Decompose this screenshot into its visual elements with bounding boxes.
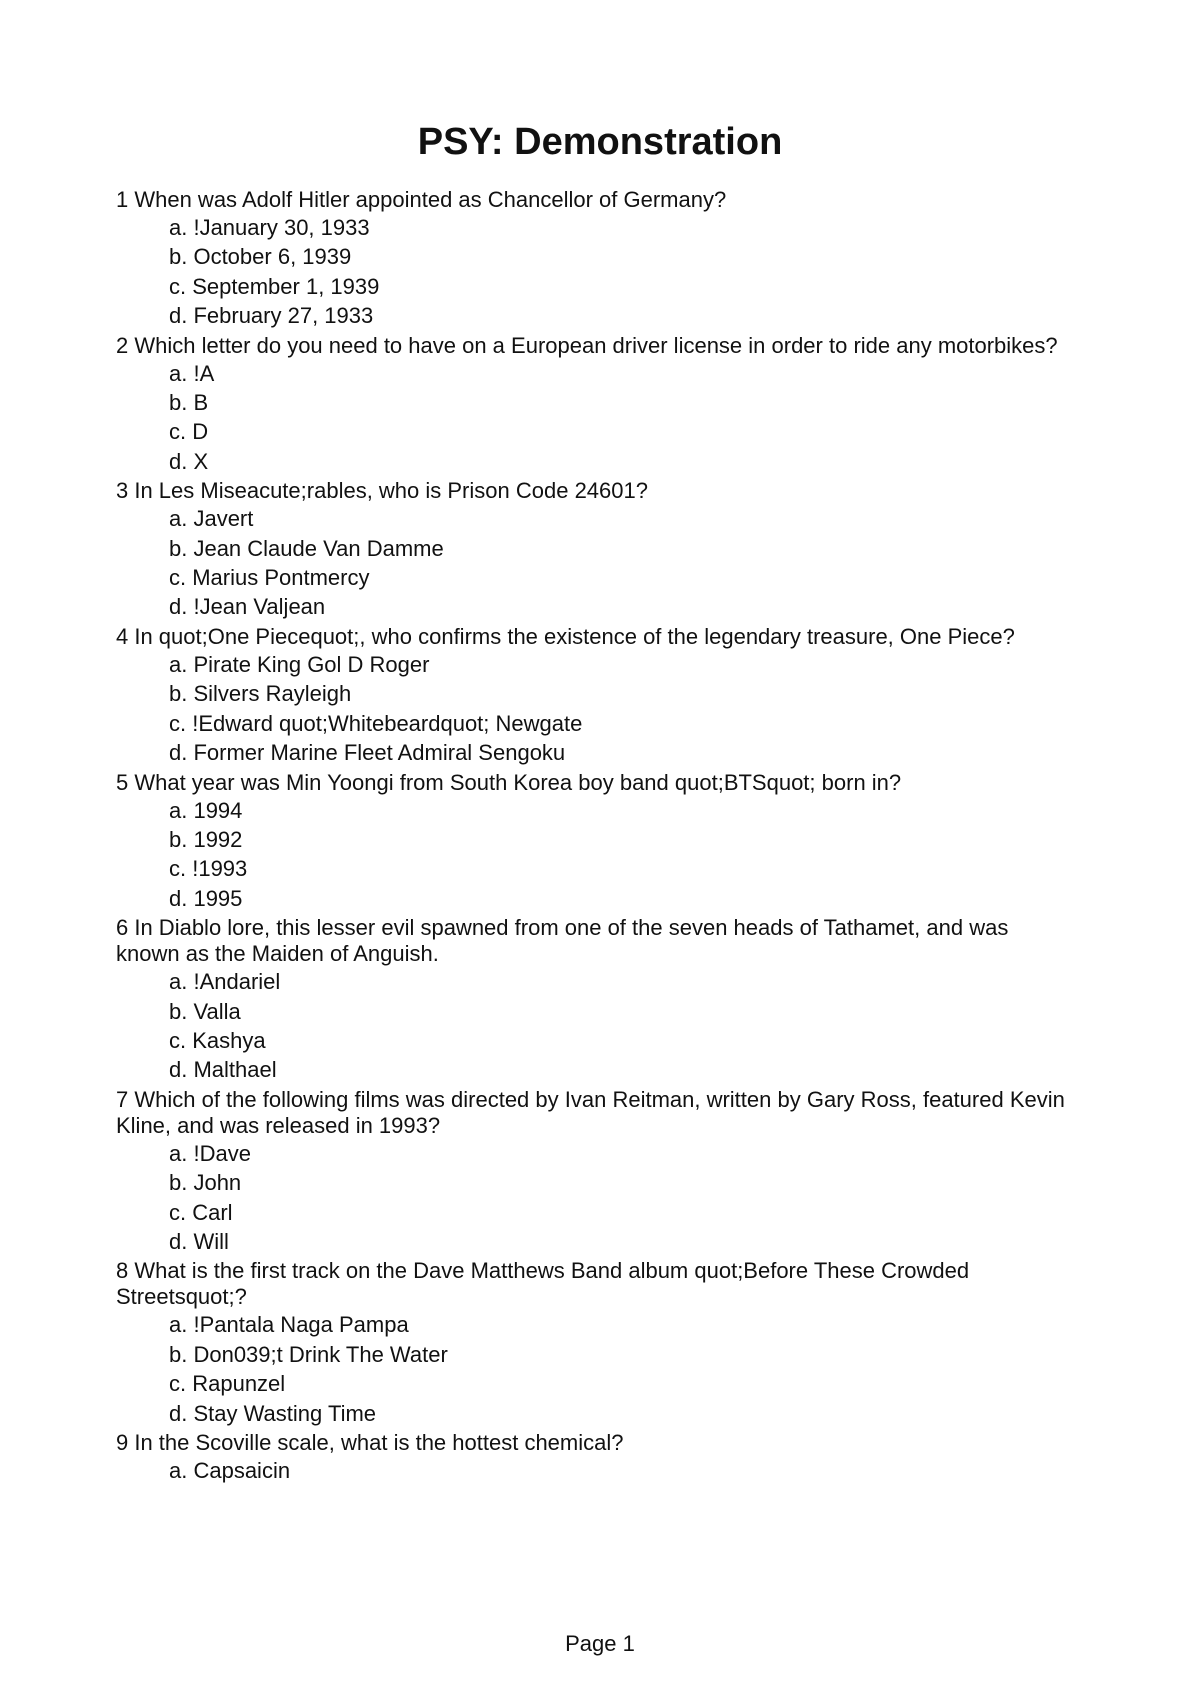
question-text: 6 In Diablo lore, this lesser evil spawned from one of the seven heads of Tathamet, and was known as the Maiden of Anguish.: [116, 915, 1009, 967]
answer-option-a: a. Capsaicin: [169, 1458, 291, 1483]
answer-option-b: b. Silvers Rayleigh: [169, 681, 352, 707]
question-text: 7 Which of the following films was directed by Ivan Reitman, written by Gary Ross, featured Kevin Kline, and was released in 1993?: [116, 1086, 1065, 1138]
answer-option-b: b. John: [169, 1170, 242, 1196]
answer-option-c: c. D: [169, 419, 209, 445]
question-8: [116, 1258, 1076, 1428]
question-4: [116, 624, 1076, 768]
answer-option-c: c. Kashya: [169, 1027, 266, 1053]
question-list: [116, 187, 1076, 1487]
question-6: [116, 915, 1076, 1085]
question-1: [116, 187, 1076, 331]
answer-option-a: a. Pirate King Gol D Roger: [169, 651, 430, 677]
question-text: 5 What year was Min Yoongi from South Korea boy band quot;BTSquot; born in?: [116, 769, 902, 795]
question-5: [116, 770, 1076, 914]
answer-option-b: b. Don039;t Drink The Water: [169, 1341, 448, 1367]
answer-option-c: c. September 1, 1939: [169, 273, 380, 299]
answer-option-d: d. !Jean Valjean: [169, 594, 326, 620]
question-text: 9 In the Scoville scale, what is the hottest chemical?: [116, 1430, 624, 1455]
question-text: 3 In Les Miseacute;rables, who is Prison Code 24601?: [116, 478, 648, 504]
answer-option-d: d. Will: [169, 1228, 229, 1254]
answer-option-b: b. 1992: [169, 826, 243, 852]
answer-option-b: b. October 6, 1939: [169, 244, 352, 270]
answer-option-c: c. Carl: [169, 1199, 233, 1225]
answer-option-b: b. Jean Claude Van Damme: [169, 535, 444, 561]
answer-option-d: d. Former Marine Fleet Admiral Sengoku: [169, 740, 566, 766]
question-3: [116, 478, 1076, 622]
answer-option-d: d. Malthael: [169, 1057, 277, 1083]
answer-option-b: b. B: [169, 390, 209, 416]
answer-option-c: c. Rapunzel: [169, 1371, 286, 1397]
question-2: [116, 333, 1076, 477]
page-title: PSY: Demonstration: [417, 121, 783, 163]
question-7: [116, 1087, 1076, 1257]
answer-option-a: a. !A: [169, 360, 215, 386]
question-text: 2 Which letter do you need to have on a European driver license in order to ride any motorbikes?: [116, 332, 1058, 358]
answer-option-d: d. Stay Wasting Time: [169, 1400, 377, 1426]
answer-option-a: a. !Pantala Naga Pampa: [169, 1312, 409, 1338]
answer-option-a: a. !January 30, 1933: [169, 215, 370, 240]
answer-option-d: d. 1995: [169, 885, 243, 911]
answer-option-a: a. Javert: [169, 506, 254, 532]
question-text: 4 In quot;One Piecequot;, who confirms the existence of the legendary treasure, One Piece?: [116, 623, 1015, 649]
answer-option-d: d. X: [169, 448, 209, 474]
question-text: 8 What is the first track on the Dave Matthews Band album quot;Before These Crowded Streetsquot;?: [116, 1258, 970, 1310]
answer-option-a: a. 1994: [169, 797, 243, 823]
page-number: Page 1: [565, 1631, 635, 1656]
answer-option-a: a. !Andariel: [169, 969, 281, 995]
answer-option-a: a. !Dave: [169, 1140, 251, 1166]
answer-option-b: b. Valla: [169, 998, 241, 1024]
question-9: [116, 1430, 1076, 1485]
question-text: 1 When was Adolf Hitler appointed as Chancellor of Germany?: [116, 187, 727, 212]
answer-option-c: c. !Edward quot;Whitebeardquot; Newgate: [169, 710, 583, 736]
answer-option-c: c. !1993: [169, 856, 248, 882]
answer-option-c: c. Marius Pontmercy: [169, 565, 370, 591]
answer-option-d: d. February 27, 1933: [169, 303, 374, 329]
